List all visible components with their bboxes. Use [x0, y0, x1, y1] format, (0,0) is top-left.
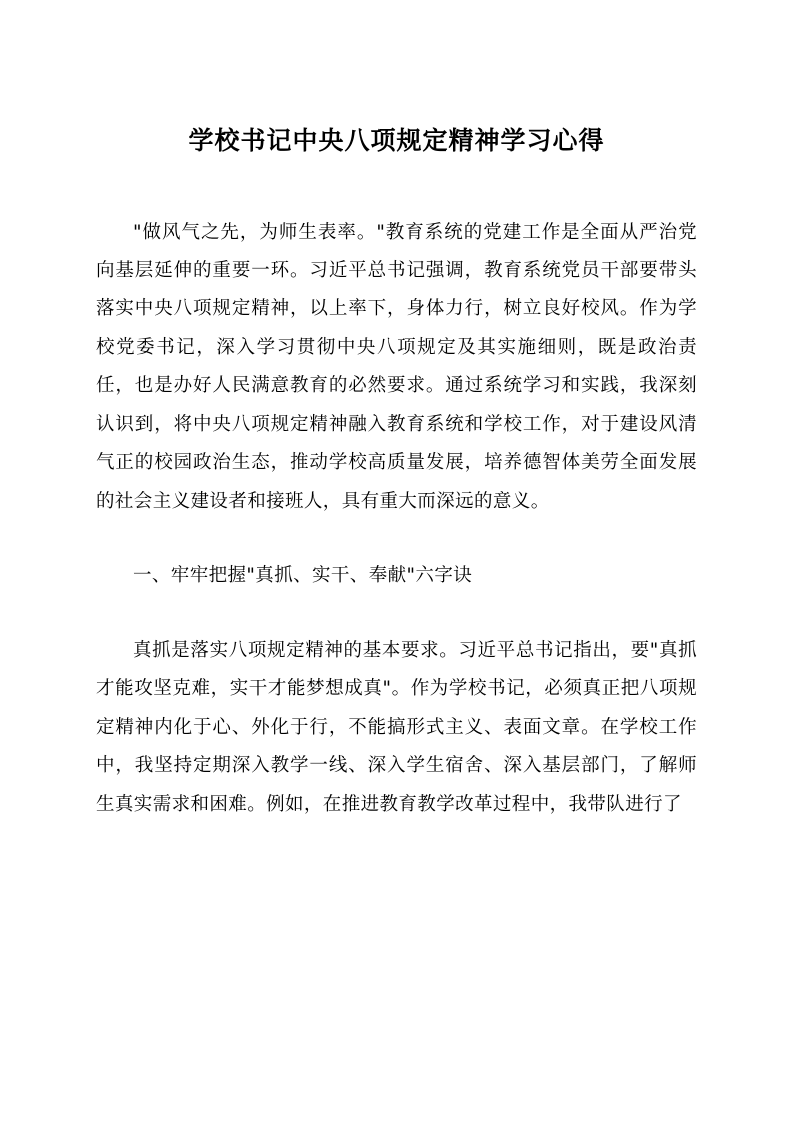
paragraph-section-1-body: 真抓是落实八项规定精神的基本要求。习近平总书记指出，要"真抓才能攻坚克难，实干才能梦想成真"。作为学校书记，必须真正把八项规定精神内化于心、外化于行，不能搞形式主义、表面文章。在学校工作中，我坚持定期深入教学一线、深入学生宿舍、深入基层部门，了解师生真实需求和困难。例如，在推进教育教学改革过程中，我带队进行了 — [96, 639, 697, 815]
section-spacer — [96, 547, 697, 557]
paragraph-intro: "做风气之先，为师生表率。"教育系统的党建工作是全面从严治党向基层延伸的重要一环。习近平总书记强调，教育系统党员干部要带头落实中央八项规定精神，以上率下，身体力行，树立良好校风。作为学校党委书记，深入学习贯彻中央八项规定及其实施细则，既是政治责任，也是办好人民满意教育的必然要求。通过系统学习和实践，我深刻认识到，将中央八项规定精神融入教育系统和学校工作，对于建设风清气正的校园政治生态，推动学校高质量发展，培养德智体美劳全面发展的社会主义建设者和接班人，具有重大而深远的意义。 — [96, 221, 697, 512]
section-spacer — [96, 622, 697, 632]
document-body — [96, 214, 697, 825]
section-heading-1: 一、牢牢把握"真抓、实干、奉献"六字诀 — [133, 565, 473, 587]
page-title: 学校书记中央八项规定精神学习心得 — [188, 126, 605, 155]
